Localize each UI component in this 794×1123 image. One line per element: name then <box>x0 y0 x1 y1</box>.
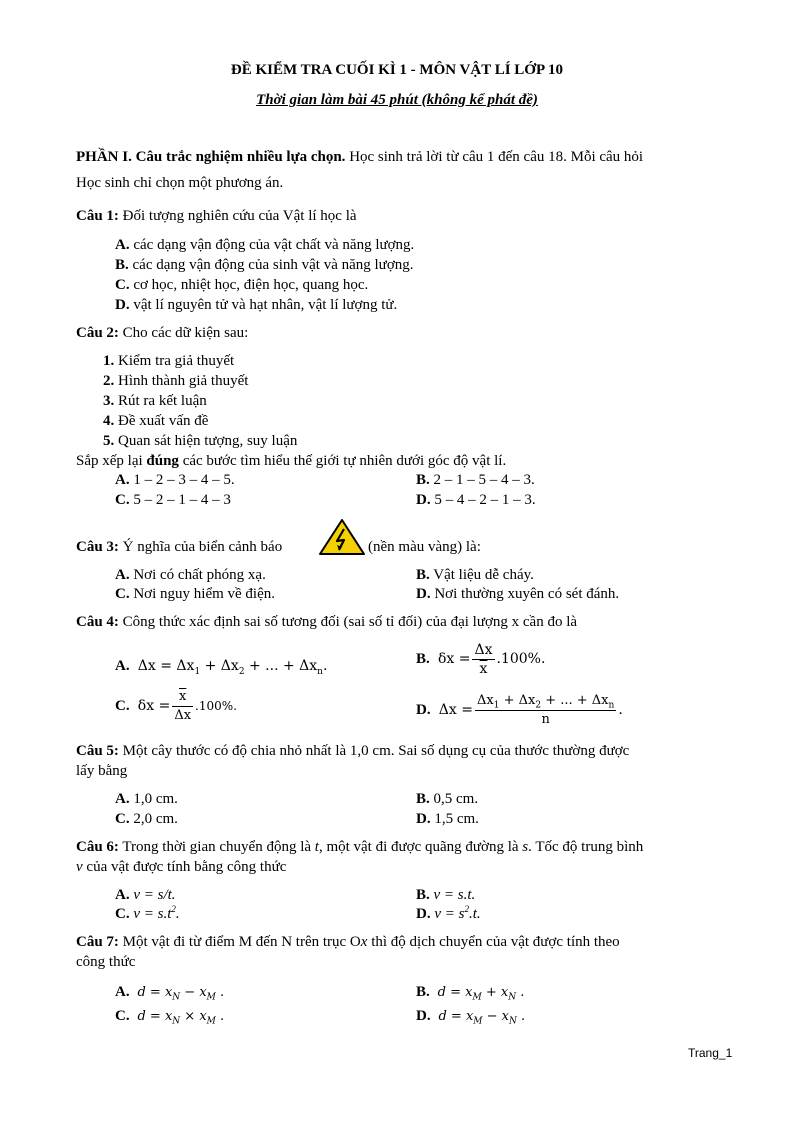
q2-step-1: 1. Kiểm tra giả thuyết <box>103 353 235 369</box>
q4-option-a: A. $\Delta x = \Delta x_1 + \Delta x_2$ + ... + $\Delta x_n$. <box>115 658 328 677</box>
q7-option-a: A. $d = x_N - x_M$ . <box>115 984 225 1003</box>
q3-option-b: B. Vật liệu dễ cháy. <box>416 567 534 583</box>
q1-option-d: D. vật lí nguyên tử và hạt nhân, vật lí lượng tử. <box>115 297 398 313</box>
q6-stem: Câu 6: Trong thời gian chuyển động là t, một vật đi được quãng đường là s. Tốc độ trung bình <box>76 839 644 855</box>
part1-heading: PHẦN I. Câu trắc nghiệm nhiều lựa chọn. <box>76 149 346 165</box>
q4-option-d: D. Δx = $\frac{\Delta x_1 + \Delta x_2 + ... + \Delta x_n}{n}$ . <box>416 693 623 727</box>
q6-label: Câu 6: <box>76 839 119 855</box>
q6-option-a: A. v = s/t. <box>115 887 176 903</box>
q1-option-a: A. các dạng vận động của vật chất và năng lượng. <box>115 237 415 253</box>
q3-option-a: A. Nơi có chất phóng xạ. <box>115 567 266 583</box>
q3-option-c: C. Nơi nguy hiểm về điện. <box>115 586 276 602</box>
q6-option-c: C. $v = s.t^2$. <box>115 904 180 922</box>
q1-text: Đối tượng nghiên cứu của Vật lí học là <box>118 208 357 224</box>
q7-option-d: D. $d = x_M - x_N$ . <box>416 1008 526 1027</box>
q4-stem: Câu 4: Công thức xác định sai số tương đối (sai số tỉ đối) của đại lượng x cần đo là <box>76 614 578 630</box>
q2-option-d: D. 5 – 4 – 2 – 1 – 3. <box>416 492 536 508</box>
q3-label: Câu 3: <box>76 539 119 555</box>
q7-option-b: B. $d = x_M + x_N$ . <box>416 984 525 1003</box>
part1-line1 <box>76 147 643 167</box>
q6-option-b: B. v = s.t. <box>416 887 476 903</box>
q2-prompt: Sắp xếp lại đúng các bước tìm hiểu thế giới tự nhiên dưới góc độ vật lí. <box>76 453 507 469</box>
q2-step-4: 4. Đề xuất vấn đề <box>103 413 209 429</box>
page-number: Trang_1 <box>688 1046 733 1060</box>
q5-option-a: A. 1,0 cm. <box>115 791 178 807</box>
q1-stem <box>76 206 357 226</box>
q6-stem2: v của vật được tính bằng công thức <box>76 859 287 875</box>
q5-option-d: D. 1,5 cm. <box>416 811 479 827</box>
q5-stem2: lấy bằng <box>76 763 128 779</box>
q1-label: Câu 1: <box>76 208 119 224</box>
q5-option-c: C. 2,0 cm. <box>115 811 178 827</box>
q5-label: Câu 5: <box>76 743 119 759</box>
q2-label: Câu 2: <box>76 325 119 341</box>
q1-option-c: C. cơ học, nhiệt học, điện học, quang học. <box>115 277 369 293</box>
part1-instruction2: Học sinh chỉ chọn một phương án. <box>76 175 284 191</box>
q3-option-d: D. Nơi thường xuyên có sét đánh. <box>416 586 620 602</box>
q2-option-c: C. 5 – 2 – 1 – 4 – 3 <box>115 492 231 508</box>
q7-label: Câu 7: <box>76 934 119 950</box>
part1-instruction: Học sinh trả lời từ câu 1 đến câu 18. Mỗi câu hỏi <box>345 149 644 165</box>
q7-stem2: công thức <box>76 954 136 970</box>
q2-option-a: A. 1 – 2 – 3 – 4 – 5. <box>115 472 235 488</box>
q1-option-b: B. các dạng vận động của sinh vật và năng lượng. <box>115 257 414 273</box>
q4-option-b: B. δx = $\frac{\Delta x}{x}$ .100%. <box>416 642 546 677</box>
q3-text-after-sign: (nền màu vàng) là: <box>368 539 481 555</box>
exam-subtitle: Thời gian làm bài 45 phút (không kể phát đề) <box>256 92 538 108</box>
q2-stem: Câu 2: Cho các dữ kiện sau: <box>76 325 249 341</box>
q4-option-c: C. δx = $\frac{\overline{x}}{\Delta x}$ .100%. <box>115 689 237 723</box>
q2-step-3: 3. Rút ra kết luận <box>103 393 207 409</box>
q2-option-b: B. 2 – 1 – 5 – 4 – 3. <box>416 472 535 488</box>
q5-stem: Câu 5: Một cây thước có độ chia nhỏ nhất là 1,0 cm. Sai số dụng cụ của thước thường được <box>76 743 630 759</box>
q2-step-5: 5. Quan sát hiện tượng, suy luận <box>103 433 298 449</box>
q4-label: Câu 4: <box>76 614 119 630</box>
exam-title: ĐỀ KIỂM TRA CUỐI KÌ 1 - MÔN VẬT LÍ LỚP 10 <box>230 62 564 78</box>
q5-option-b: B. 0,5 cm. <box>416 791 479 807</box>
q2-step-2: 2. Hình thành giả thuyết <box>103 373 249 389</box>
q3-stem: Câu 3: Ý nghĩa của biển cảnh báo <box>76 539 283 555</box>
q7-stem: Câu 7: Một vật đi từ điểm M đến N trên trục Ox thì độ dịch chuyển của vật được tính theo <box>76 934 620 950</box>
electric-hazard-sign-icon <box>318 518 366 556</box>
q7-option-c: C. $d = x_N \times x_M$ . <box>115 1008 225 1027</box>
q6-option-d: D. $v = s^2.t$. <box>416 904 481 922</box>
